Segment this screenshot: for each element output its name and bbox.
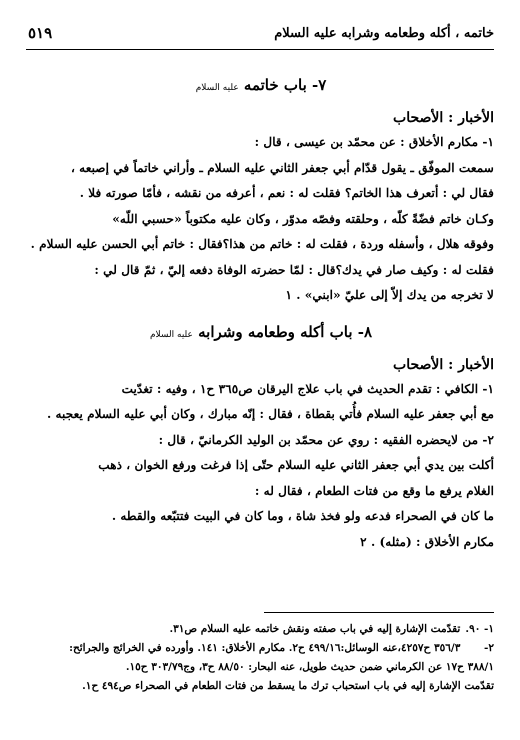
footnote-marker: ٢-	[484, 642, 494, 654]
footnote-2-cont: ٣٨٨/١ ح١٧ عن الكرماني ضمن حديث طويل، عنه البحار: ٨٨/٥٠ ح٣، وج٣٠٣/٧٩ ح١٥.	[125, 661, 494, 673]
section-gap	[28, 309, 494, 323]
text-line: مع أبي جعفر عليه السلام فأُتي بقطاة ، فقال : إنّه مبارك ، وكان أبي عليه السلام يعجبه .	[47, 407, 494, 421]
text-line: الغلام يرفع ما وقع من فتات الطعام ، فقال له :	[254, 483, 494, 498]
footnote-text: تقدّمت الإشارة إليه في باب صفته ونقش خاتمه عليه السلام ص٣١.	[169, 623, 461, 635]
text-line: ١- الكافي : تقدم الحديث في باب علاج اليرقان ص٣٦٥ ح١ ، وفيه : تغدّيت	[121, 381, 494, 396]
header-rule	[26, 49, 494, 50]
honorific: عليه السلام	[195, 83, 239, 93]
text-line: سمعت الموفّق ـ يقول قدّام أبي جعفر الثاني عليه السلام ـ وأراني خاتماً في إصبعه ،	[70, 160, 494, 175]
text-line: ما كان في الصحراء فدعه ولو فخذ شاة ، وما كان في البيت فتتبّعه والقطه .	[111, 509, 494, 523]
footnotes	[28, 620, 494, 696]
footnote-2-cont: تقدّمت الإشارة إليه في باب استحباب ترك ما يسقط من فتات الطعام في الصحراء ص٤٩٤ ح١.	[82, 680, 494, 692]
running-title: خاتمه ، أكله وطعامه وشرابه عليه السلام	[274, 25, 494, 41]
footnote-text: ٣٥٦/٣ ح٤٢٥٧،عنه الوسائل:٤٩٩/١٦ ح٢. مكارم الأخلاق: ١٤١. وأورده في الخرائج والجرائح:	[69, 642, 461, 654]
running-header	[28, 20, 494, 46]
honorific: عليه السلام	[149, 329, 193, 340]
text-line: أكلت بين يدي أبي جعفر الثاني عليه السلام حتّى إذا فرغت ورفع الخوان ، ذهب	[98, 458, 494, 472]
section-heading-8	[28, 323, 494, 341]
section-title: ٧- باب خاتمه	[243, 76, 327, 94]
text-line: فقلت له : وكيف صار في يدك؟قال : لمّا حضرته الوفاة دفعه إليّ ، ثمّ قال لي :	[94, 262, 494, 277]
reports-label: الأخبار : الأصحاب	[393, 110, 494, 126]
text-line: فقال لي : أتعرف هذا الخاتم؟ فقلت له : نعم ، أعرفه من نقشه ، فأمّا صورته فلا .	[79, 186, 494, 200]
section-heading-7	[28, 76, 494, 94]
footnote-2	[28, 639, 494, 658]
footnote-1	[28, 620, 494, 639]
page-number: ٥١٩	[28, 24, 53, 42]
text-line: ٢- من لايحضره الفقيه : روي عن محمّد بن الوليد الكرمانيّ ، قال :	[158, 432, 494, 447]
text-line: وكـان خاتم فضّةً كلّه ، وحلقته وفصّه مدوّر ، وكان عليه مكتوباً «حسبي اللّه»	[112, 211, 494, 226]
footnote-rule	[264, 612, 494, 613]
text-line: وفوقه هلال ، وأسفله وردة ، فقلت له : خاتم من هذا؟فقال : خاتم أبي الحسن عليه السلام .	[30, 237, 494, 251]
reports-label: الأخبار : الأصحاب	[393, 356, 494, 373]
text-line: لا تخرجه من يدك إلاّ إلى عليّ «ابني» . ١	[285, 288, 494, 302]
section-title: ٨- باب أكله وطعامه وشرابه	[198, 322, 373, 341]
text-line: مكارم الأخلاق : (مثله) . ٢	[360, 534, 494, 549]
main-text	[28, 76, 494, 555]
footnote-marker: ١- ٩٠.	[465, 623, 494, 635]
text-line: ١- مكارم الأخلاق : عن محمّد بن عيسى ، قال :	[254, 135, 494, 149]
